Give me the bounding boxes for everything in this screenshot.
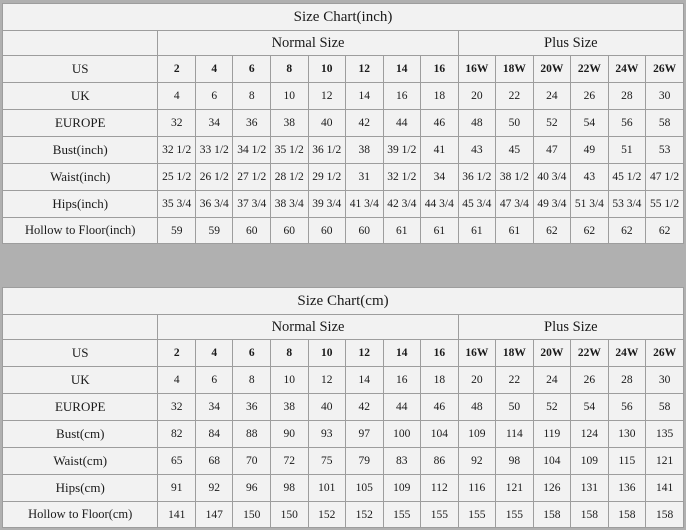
cell: 29 1/2 [308,164,346,191]
cell: 68 [195,448,233,475]
group-normal-size: Normal Size [158,31,458,56]
cell: 26W [646,340,684,367]
cell: 18W [496,340,534,367]
cell: 4 [195,56,233,83]
cell: 33 1/2 [195,137,233,164]
cell: 35 3/4 [158,191,196,218]
group-row-blank [3,315,158,340]
cell: 158 [571,502,609,528]
cell: 6 [195,83,233,110]
cell: 14 [383,340,421,367]
cell: 50 [496,110,534,137]
cell: 141 [158,502,196,528]
cell: 38 [271,394,309,421]
cell: 98 [496,448,534,475]
cell: 158 [533,502,571,528]
cell: 70 [233,448,271,475]
cell: 20 [458,83,496,110]
cell: 59 [195,218,233,244]
cell: 14 [346,367,384,394]
cell: 36 1/2 [458,164,496,191]
row-label-hollow-to-floor: Hollow to Floor(cm) [3,502,158,528]
cell: 45 [496,137,534,164]
table-row [3,367,684,394]
group-plus-size: Plus Size [458,31,683,56]
row-label-us: US [3,56,158,83]
cell: 79 [346,448,384,475]
cell: 53 [646,137,684,164]
cell: 61 [458,218,496,244]
cell: 38 1/2 [496,164,534,191]
cell: 104 [421,421,459,448]
cell: 4 [158,83,196,110]
table-row [3,137,684,164]
cell: 28 1/2 [271,164,309,191]
table-row [3,56,684,83]
cell: 62 [571,218,609,244]
cell: 10 [308,340,346,367]
cell: 40 [308,110,346,137]
cell: 2 [158,340,196,367]
cell: 109 [571,448,609,475]
cell: 131 [571,475,609,502]
cell: 39 1/2 [383,137,421,164]
cell: 109 [383,475,421,502]
cell: 130 [608,421,646,448]
cell: 121 [496,475,534,502]
cell: 65 [158,448,196,475]
cell: 158 [646,502,684,528]
cell: 42 [346,394,384,421]
cell: 136 [608,475,646,502]
cell: 58 [646,394,684,421]
cell: 24 [533,367,571,394]
row-label-waist: Waist(inch) [3,164,158,191]
cell: 60 [346,218,384,244]
cell: 116 [458,475,496,502]
cell: 46 [421,110,459,137]
row-label-hollow-to-floor: Hollow to Floor(inch) [3,218,158,244]
cell: 75 [308,448,346,475]
cell: 8 [271,56,309,83]
cell: 72 [271,448,309,475]
cell: 16W [458,56,496,83]
cell: 36 [233,394,271,421]
cell: 101 [308,475,346,502]
cell: 62 [646,218,684,244]
cell: 54 [571,394,609,421]
cell: 60 [308,218,346,244]
table-row [3,110,684,137]
size-chart-inch [2,3,684,244]
cell: 8 [271,340,309,367]
cell: 112 [421,475,459,502]
table-row [3,218,684,244]
cell: 152 [308,502,346,528]
cell: 27 1/2 [233,164,271,191]
cell: 14 [346,83,384,110]
cell: 61 [421,218,459,244]
cell: 56 [608,394,646,421]
cell: 20W [533,340,571,367]
cell: 38 [271,110,309,137]
cell: 155 [458,502,496,528]
cell: 83 [383,448,421,475]
cell: 10 [308,56,346,83]
cell: 155 [496,502,534,528]
cell: 24 [533,83,571,110]
cell: 16 [383,83,421,110]
cell: 18 [421,83,459,110]
cell: 86 [421,448,459,475]
cell: 43 [458,137,496,164]
cell: 158 [608,502,646,528]
cell: 32 [158,394,196,421]
cell: 34 1/2 [233,137,271,164]
row-label-bust: Bust(inch) [3,137,158,164]
cell: 4 [158,367,196,394]
cell: 45 1/2 [608,164,646,191]
cell: 22W [571,56,609,83]
cell: 150 [271,502,309,528]
cell: 93 [308,421,346,448]
cell: 26 [571,367,609,394]
cell: 36 [233,110,271,137]
cell: 54 [571,110,609,137]
row-label-europe: EUROPE [3,110,158,137]
cell: 24W [608,340,646,367]
cell: 16 [383,367,421,394]
cell: 150 [233,502,271,528]
table-row [3,340,684,367]
cell: 22 [496,367,534,394]
table-row [3,83,684,110]
cell: 48 [458,110,496,137]
cell: 98 [271,475,309,502]
cell: 30 [646,83,684,110]
cell: 12 [308,83,346,110]
cell: 47 [533,137,571,164]
chart-title: Size Chart(inch) [3,4,684,31]
size-chart-cm-table [2,287,684,528]
cell: 36 3/4 [195,191,233,218]
chart-group-row [3,31,684,56]
cell: 8 [233,367,271,394]
cell: 47 1/2 [646,164,684,191]
cell: 25 1/2 [158,164,196,191]
row-label-uk: UK [3,83,158,110]
cell: 58 [646,110,684,137]
cell: 92 [195,475,233,502]
cell: 88 [233,421,271,448]
table-row [3,421,684,448]
cell: 46 [421,394,459,421]
cell: 8 [233,83,271,110]
cell: 14 [383,56,421,83]
cell: 44 [383,394,421,421]
cell: 34 [195,394,233,421]
table-row [3,164,684,191]
cell: 41 [421,137,459,164]
cell: 124 [571,421,609,448]
row-label-hips: Hips(cm) [3,475,158,502]
cell: 135 [646,421,684,448]
cell: 4 [195,340,233,367]
cell: 119 [533,421,571,448]
cell: 12 [346,56,384,83]
cell: 114 [496,421,534,448]
cell: 26W [646,56,684,83]
chart-title-row [3,288,684,315]
cell: 60 [233,218,271,244]
cell: 22W [571,340,609,367]
cell: 41 3/4 [346,191,384,218]
cell: 2 [158,56,196,83]
cell: 6 [233,56,271,83]
size-chart-cm [2,287,684,528]
cell: 24W [608,56,646,83]
cell: 38 [346,137,384,164]
table-row [3,448,684,475]
cell: 10 [271,367,309,394]
table-row [3,475,684,502]
cell: 96 [233,475,271,502]
cell: 32 1/2 [383,164,421,191]
cell: 44 [383,110,421,137]
cell: 6 [195,367,233,394]
cell: 31 [346,164,384,191]
cell: 56 [608,110,646,137]
group-normal-size: Normal Size [158,315,458,340]
cell: 35 1/2 [271,137,309,164]
cell: 97 [346,421,384,448]
table-row [3,394,684,421]
cell: 49 [571,137,609,164]
chart-title-row [3,4,684,31]
cell: 18W [496,56,534,83]
cell: 42 [346,110,384,137]
cell: 12 [308,367,346,394]
cell: 45 3/4 [458,191,496,218]
cell: 61 [383,218,421,244]
cell: 155 [383,502,421,528]
cell: 43 [571,164,609,191]
cell: 100 [383,421,421,448]
cell: 61 [496,218,534,244]
cell: 12 [346,340,384,367]
row-label-bust: Bust(cm) [3,421,158,448]
cell: 32 [158,110,196,137]
cell: 62 [533,218,571,244]
cell: 84 [195,421,233,448]
row-label-us: US [3,340,158,367]
group-row-blank [3,31,158,56]
cell: 6 [233,340,271,367]
group-plus-size: Plus Size [458,315,683,340]
cell: 53 3/4 [608,191,646,218]
cell: 48 [458,394,496,421]
cell: 49 3/4 [533,191,571,218]
chart-title: Size Chart(cm) [3,288,684,315]
cell: 16 [421,340,459,367]
cell: 104 [533,448,571,475]
cell: 16 [421,56,459,83]
cell: 121 [646,448,684,475]
chart-group-row [3,315,684,340]
table-row [3,502,684,528]
cell: 105 [346,475,384,502]
cell: 155 [421,502,459,528]
cell: 51 3/4 [571,191,609,218]
size-chart-inch-table [2,3,684,244]
cell: 10 [271,83,309,110]
cell: 115 [608,448,646,475]
cell: 51 [608,137,646,164]
cell: 62 [608,218,646,244]
row-label-waist: Waist(cm) [3,448,158,475]
cell: 16W [458,340,496,367]
cell: 126 [533,475,571,502]
cell: 152 [346,502,384,528]
cell: 92 [458,448,496,475]
cell: 20W [533,56,571,83]
row-label-uk: UK [3,367,158,394]
cell: 55 1/2 [646,191,684,218]
cell: 20 [458,367,496,394]
cell: 59 [158,218,196,244]
cell: 91 [158,475,196,502]
cell: 36 1/2 [308,137,346,164]
cell: 22 [496,83,534,110]
cell: 50 [496,394,534,421]
cell: 38 3/4 [271,191,309,218]
cell: 26 [571,83,609,110]
cell: 28 [608,367,646,394]
cell: 28 [608,83,646,110]
cell: 147 [195,502,233,528]
cell: 34 [195,110,233,137]
cell: 141 [646,475,684,502]
row-label-europe: EUROPE [3,394,158,421]
cell: 34 [421,164,459,191]
cell: 40 [308,394,346,421]
cell: 60 [271,218,309,244]
cell: 82 [158,421,196,448]
cell: 26 1/2 [195,164,233,191]
cell: 30 [646,367,684,394]
cell: 37 3/4 [233,191,271,218]
cell: 44 3/4 [421,191,459,218]
cell: 90 [271,421,309,448]
cell: 47 3/4 [496,191,534,218]
cell: 18 [421,367,459,394]
table-row [3,191,684,218]
cell: 40 3/4 [533,164,571,191]
cell: 39 3/4 [308,191,346,218]
cell: 52 [533,110,571,137]
cell: 32 1/2 [158,137,196,164]
cell: 52 [533,394,571,421]
cell: 109 [458,421,496,448]
cell: 42 3/4 [383,191,421,218]
row-label-hips: Hips(inch) [3,191,158,218]
